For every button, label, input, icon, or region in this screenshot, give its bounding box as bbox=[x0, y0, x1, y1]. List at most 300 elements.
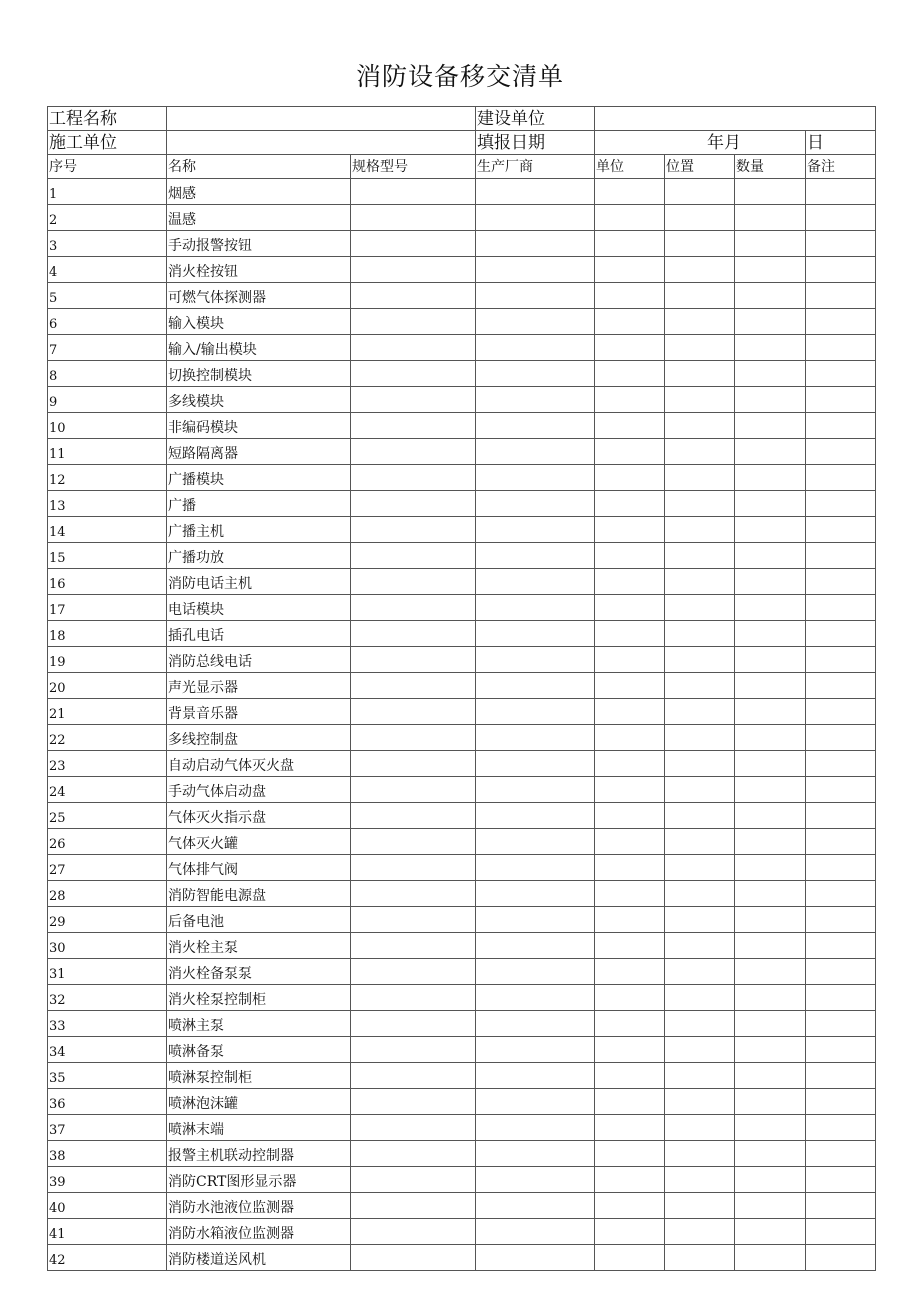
name-cell: 多线模块 bbox=[167, 387, 351, 413]
remarks-cell[interactable] bbox=[806, 361, 876, 387]
manufacturer-cell[interactable] bbox=[476, 517, 595, 543]
remarks-cell[interactable] bbox=[806, 777, 876, 803]
quantity-cell[interactable] bbox=[735, 829, 806, 855]
quantity-cell[interactable] bbox=[735, 855, 806, 881]
location-cell[interactable] bbox=[665, 387, 735, 413]
quantity-cell[interactable] bbox=[735, 439, 806, 465]
quantity-cell[interactable] bbox=[735, 517, 806, 543]
manufacturer-cell[interactable] bbox=[476, 595, 595, 621]
table-row bbox=[48, 1011, 876, 1037]
manufacturer-cell[interactable] bbox=[476, 569, 595, 595]
quantity-cell[interactable] bbox=[735, 699, 806, 725]
location-cell[interactable] bbox=[665, 465, 735, 491]
remarks-cell[interactable] bbox=[806, 621, 876, 647]
manufacturer-cell[interactable] bbox=[476, 257, 595, 283]
table-row bbox=[48, 725, 876, 751]
remarks-cell[interactable] bbox=[806, 1063, 876, 1089]
quantity-cell[interactable] bbox=[735, 881, 806, 907]
unit-cell[interactable] bbox=[595, 647, 665, 673]
manufacturer-cell[interactable] bbox=[476, 699, 595, 725]
manufacturer-cell[interactable] bbox=[476, 751, 595, 777]
spec-cell[interactable] bbox=[351, 985, 476, 1011]
manufacturer-cell[interactable] bbox=[476, 959, 595, 985]
remarks-cell[interactable] bbox=[806, 673, 876, 699]
spec-cell[interactable] bbox=[351, 855, 476, 881]
location-cell[interactable] bbox=[665, 647, 735, 673]
location-cell[interactable] bbox=[665, 491, 735, 517]
spec-cell[interactable] bbox=[351, 1141, 476, 1167]
quantity-cell[interactable] bbox=[735, 1089, 806, 1115]
manufacturer-cell[interactable] bbox=[476, 1167, 595, 1193]
remarks-cell[interactable] bbox=[806, 803, 876, 829]
manufacturer-cell[interactable] bbox=[476, 283, 595, 309]
unit-cell[interactable] bbox=[595, 205, 665, 231]
unit-cell[interactable] bbox=[595, 621, 665, 647]
unit-cell[interactable] bbox=[595, 1037, 665, 1063]
unit-cell[interactable] bbox=[595, 595, 665, 621]
location-cell[interactable] bbox=[665, 335, 735, 361]
no-cell: 13 bbox=[48, 491, 167, 517]
quantity-cell[interactable] bbox=[735, 647, 806, 673]
quantity-cell[interactable] bbox=[735, 1011, 806, 1037]
name-cell: 多线控制盘 bbox=[167, 725, 351, 751]
manufacturer-cell[interactable] bbox=[476, 1193, 595, 1219]
quantity-cell[interactable] bbox=[735, 725, 806, 751]
table-row bbox=[48, 621, 876, 647]
remarks-cell[interactable] bbox=[806, 1089, 876, 1115]
table-row bbox=[48, 1063, 876, 1089]
quantity-cell[interactable] bbox=[735, 179, 806, 205]
name-cell: 背景音乐器 bbox=[167, 699, 351, 725]
unit-cell[interactable] bbox=[595, 179, 665, 205]
unit-cell[interactable] bbox=[595, 933, 665, 959]
remarks-cell[interactable] bbox=[806, 829, 876, 855]
quantity-cell[interactable] bbox=[735, 777, 806, 803]
manufacturer-cell[interactable] bbox=[476, 1063, 595, 1089]
unit-cell[interactable] bbox=[595, 1193, 665, 1219]
spec-cell[interactable] bbox=[351, 283, 476, 309]
manufacturer-cell[interactable] bbox=[476, 361, 595, 387]
no-cell: 15 bbox=[48, 543, 167, 569]
remarks-cell[interactable] bbox=[806, 387, 876, 413]
unit-cell[interactable] bbox=[595, 413, 665, 439]
quantity-cell[interactable] bbox=[735, 309, 806, 335]
location-cell[interactable] bbox=[665, 413, 735, 439]
location-cell[interactable] bbox=[665, 361, 735, 387]
remarks-cell[interactable] bbox=[806, 335, 876, 361]
spec-cell[interactable] bbox=[351, 335, 476, 361]
location-cell[interactable] bbox=[665, 1245, 735, 1271]
manufacturer-cell[interactable] bbox=[476, 621, 595, 647]
location-cell[interactable] bbox=[665, 621, 735, 647]
spec-cell[interactable] bbox=[351, 595, 476, 621]
remarks-cell[interactable] bbox=[806, 1219, 876, 1245]
spec-cell[interactable] bbox=[351, 1219, 476, 1245]
project-row bbox=[48, 107, 876, 131]
name-cell: 电话模块 bbox=[167, 595, 351, 621]
manufacturer-cell[interactable] bbox=[476, 309, 595, 335]
table-row bbox=[48, 465, 876, 491]
location-cell[interactable] bbox=[665, 829, 735, 855]
location-cell[interactable] bbox=[665, 309, 735, 335]
col-header-remarks: 备注 bbox=[806, 155, 876, 179]
quantity-cell[interactable] bbox=[735, 205, 806, 231]
location-cell[interactable] bbox=[665, 1063, 735, 1089]
manufacturer-cell[interactable] bbox=[476, 777, 595, 803]
unit-cell[interactable] bbox=[595, 283, 665, 309]
unit-cell[interactable] bbox=[595, 881, 665, 907]
remarks-cell[interactable] bbox=[806, 543, 876, 569]
spec-cell[interactable] bbox=[351, 205, 476, 231]
spec-cell[interactable] bbox=[351, 933, 476, 959]
table-row bbox=[48, 413, 876, 439]
unit-cell[interactable] bbox=[595, 699, 665, 725]
manufacturer-cell[interactable] bbox=[476, 1115, 595, 1141]
name-cell: 广播模块 bbox=[167, 465, 351, 491]
quantity-cell[interactable] bbox=[735, 933, 806, 959]
spec-cell[interactable] bbox=[351, 1037, 476, 1063]
location-cell[interactable] bbox=[665, 751, 735, 777]
unit-cell[interactable] bbox=[595, 777, 665, 803]
spec-cell[interactable] bbox=[351, 1063, 476, 1089]
remarks-cell[interactable] bbox=[806, 907, 876, 933]
location-cell[interactable] bbox=[665, 777, 735, 803]
table-row bbox=[48, 491, 876, 517]
spec-cell[interactable] bbox=[351, 491, 476, 517]
remarks-cell[interactable] bbox=[806, 1115, 876, 1141]
spec-cell[interactable] bbox=[351, 777, 476, 803]
unit-cell[interactable] bbox=[595, 257, 665, 283]
spec-cell[interactable] bbox=[351, 361, 476, 387]
manufacturer-cell[interactable] bbox=[476, 413, 595, 439]
remarks-cell[interactable] bbox=[806, 933, 876, 959]
remarks-cell[interactable] bbox=[806, 1167, 876, 1193]
unit-cell[interactable] bbox=[595, 309, 665, 335]
manufacturer-cell[interactable] bbox=[476, 439, 595, 465]
name-cell: 广播功放 bbox=[167, 543, 351, 569]
remarks-cell[interactable] bbox=[806, 751, 876, 777]
unit-cell[interactable] bbox=[595, 1219, 665, 1245]
name-cell: 温感 bbox=[167, 205, 351, 231]
quantity-cell[interactable] bbox=[735, 465, 806, 491]
unit-cell[interactable] bbox=[595, 491, 665, 517]
spec-cell[interactable] bbox=[351, 621, 476, 647]
location-cell[interactable] bbox=[665, 1193, 735, 1219]
quantity-cell[interactable] bbox=[735, 1167, 806, 1193]
name-cell: 气体排气阀 bbox=[167, 855, 351, 881]
table-row bbox=[48, 439, 876, 465]
location-cell[interactable] bbox=[665, 543, 735, 569]
location-cell[interactable] bbox=[665, 881, 735, 907]
quantity-cell[interactable] bbox=[735, 621, 806, 647]
quantity-cell[interactable] bbox=[735, 257, 806, 283]
no-cell: 38 bbox=[48, 1141, 167, 1167]
location-cell[interactable] bbox=[665, 595, 735, 621]
unit-cell[interactable] bbox=[595, 803, 665, 829]
manufacturer-cell[interactable] bbox=[476, 1089, 595, 1115]
manufacturer-cell[interactable] bbox=[476, 543, 595, 569]
spec-cell[interactable] bbox=[351, 465, 476, 491]
location-cell[interactable] bbox=[665, 725, 735, 751]
spec-cell[interactable] bbox=[351, 959, 476, 985]
spec-cell[interactable] bbox=[351, 1115, 476, 1141]
manufacturer-cell[interactable] bbox=[476, 855, 595, 881]
remarks-cell[interactable] bbox=[806, 725, 876, 751]
location-cell[interactable] bbox=[665, 985, 735, 1011]
manufacturer-cell[interactable] bbox=[476, 647, 595, 673]
location-cell[interactable] bbox=[665, 257, 735, 283]
quantity-cell[interactable] bbox=[735, 413, 806, 439]
quantity-cell[interactable] bbox=[735, 1063, 806, 1089]
location-cell[interactable] bbox=[665, 1089, 735, 1115]
location-cell[interactable] bbox=[665, 1037, 735, 1063]
remarks-cell[interactable] bbox=[806, 985, 876, 1011]
no-cell: 25 bbox=[48, 803, 167, 829]
table-row bbox=[48, 1141, 876, 1167]
quantity-cell[interactable] bbox=[735, 231, 806, 257]
quantity-cell[interactable] bbox=[735, 803, 806, 829]
location-cell[interactable] bbox=[665, 1219, 735, 1245]
remarks-cell[interactable] bbox=[806, 1037, 876, 1063]
spec-cell[interactable] bbox=[351, 1011, 476, 1037]
remarks-cell[interactable] bbox=[806, 855, 876, 881]
quantity-cell[interactable] bbox=[735, 1219, 806, 1245]
remarks-cell[interactable] bbox=[806, 309, 876, 335]
quantity-cell[interactable] bbox=[735, 959, 806, 985]
spec-cell[interactable] bbox=[351, 725, 476, 751]
remarks-cell[interactable] bbox=[806, 283, 876, 309]
manufacturer-cell[interactable] bbox=[476, 1245, 595, 1271]
no-cell: 18 bbox=[48, 621, 167, 647]
remarks-cell[interactable] bbox=[806, 881, 876, 907]
location-cell[interactable] bbox=[665, 517, 735, 543]
location-cell[interactable] bbox=[665, 1141, 735, 1167]
no-cell: 26 bbox=[48, 829, 167, 855]
spec-cell[interactable] bbox=[351, 803, 476, 829]
remarks-cell[interactable] bbox=[806, 647, 876, 673]
spec-cell[interactable] bbox=[351, 1193, 476, 1219]
name-cell: 切换控制模块 bbox=[167, 361, 351, 387]
project-name-field[interactable] bbox=[167, 107, 476, 131]
spec-cell[interactable] bbox=[351, 439, 476, 465]
spec-cell[interactable] bbox=[351, 673, 476, 699]
quantity-cell[interactable] bbox=[735, 387, 806, 413]
table-row bbox=[48, 985, 876, 1011]
table-row bbox=[48, 205, 876, 231]
name-cell: 消防CRT图形显示器 bbox=[167, 1167, 351, 1193]
remarks-cell[interactable] bbox=[806, 491, 876, 517]
unit-cell[interactable] bbox=[595, 725, 665, 751]
unit-cell[interactable] bbox=[595, 569, 665, 595]
remarks-cell[interactable] bbox=[806, 413, 876, 439]
location-cell[interactable] bbox=[665, 439, 735, 465]
contractor-field[interactable] bbox=[167, 131, 476, 155]
build-unit-field[interactable] bbox=[595, 107, 876, 131]
unit-cell[interactable] bbox=[595, 231, 665, 257]
name-cell: 消火栓主泵 bbox=[167, 933, 351, 959]
location-cell[interactable] bbox=[665, 205, 735, 231]
remarks-cell[interactable] bbox=[806, 569, 876, 595]
unit-cell[interactable] bbox=[595, 1141, 665, 1167]
location-cell[interactable] bbox=[665, 231, 735, 257]
day-field[interactable] bbox=[806, 131, 876, 155]
spec-cell[interactable] bbox=[351, 751, 476, 777]
manufacturer-cell[interactable] bbox=[476, 231, 595, 257]
remarks-cell[interactable] bbox=[806, 699, 876, 725]
unit-cell[interactable] bbox=[595, 439, 665, 465]
quantity-cell[interactable] bbox=[735, 673, 806, 699]
location-cell[interactable] bbox=[665, 803, 735, 829]
manufacturer-cell[interactable] bbox=[476, 985, 595, 1011]
unit-cell[interactable] bbox=[595, 1011, 665, 1037]
location-cell[interactable] bbox=[665, 1167, 735, 1193]
table-row bbox=[48, 595, 876, 621]
table-row bbox=[48, 517, 876, 543]
manufacturer-cell[interactable] bbox=[476, 829, 595, 855]
spec-cell[interactable] bbox=[351, 179, 476, 205]
unit-cell[interactable] bbox=[595, 751, 665, 777]
quantity-cell[interactable] bbox=[735, 1193, 806, 1219]
manufacturer-cell[interactable] bbox=[476, 179, 595, 205]
manufacturer-cell[interactable] bbox=[476, 1037, 595, 1063]
quantity-cell[interactable] bbox=[735, 543, 806, 569]
remarks-cell[interactable] bbox=[806, 439, 876, 465]
spec-cell[interactable] bbox=[351, 257, 476, 283]
year-month-field[interactable] bbox=[595, 131, 806, 155]
manufacturer-cell[interactable] bbox=[476, 1141, 595, 1167]
quantity-cell[interactable] bbox=[735, 751, 806, 777]
quantity-cell[interactable] bbox=[735, 283, 806, 309]
spec-cell[interactable] bbox=[351, 517, 476, 543]
manufacturer-cell[interactable] bbox=[476, 1219, 595, 1245]
name-cell: 消防楼道送风机 bbox=[167, 1245, 351, 1271]
remarks-cell[interactable] bbox=[806, 465, 876, 491]
manufacturer-cell[interactable] bbox=[476, 1011, 595, 1037]
unit-cell[interactable] bbox=[595, 985, 665, 1011]
manufacturer-cell[interactable] bbox=[476, 465, 595, 491]
manufacturer-cell[interactable] bbox=[476, 491, 595, 517]
remarks-cell[interactable] bbox=[806, 257, 876, 283]
location-cell[interactable] bbox=[665, 855, 735, 881]
quantity-cell[interactable] bbox=[735, 595, 806, 621]
manufacturer-cell[interactable] bbox=[476, 725, 595, 751]
unit-cell[interactable] bbox=[595, 465, 665, 491]
remarks-cell[interactable] bbox=[806, 179, 876, 205]
spec-cell[interactable] bbox=[351, 1245, 476, 1271]
unit-cell[interactable] bbox=[595, 829, 665, 855]
location-cell[interactable] bbox=[665, 959, 735, 985]
quantity-cell[interactable] bbox=[735, 491, 806, 517]
spec-cell[interactable] bbox=[351, 569, 476, 595]
remarks-cell[interactable] bbox=[806, 517, 876, 543]
unit-cell[interactable] bbox=[595, 387, 665, 413]
table-row bbox=[48, 829, 876, 855]
no-cell: 10 bbox=[48, 413, 167, 439]
location-cell[interactable] bbox=[665, 907, 735, 933]
remarks-cell[interactable] bbox=[806, 205, 876, 231]
quantity-cell[interactable] bbox=[735, 1245, 806, 1271]
quantity-cell[interactable] bbox=[735, 985, 806, 1011]
unit-cell[interactable] bbox=[595, 1167, 665, 1193]
spec-cell[interactable] bbox=[351, 1089, 476, 1115]
name-cell: 气体灭火罐 bbox=[167, 829, 351, 855]
spec-cell[interactable] bbox=[351, 829, 476, 855]
location-cell[interactable] bbox=[665, 699, 735, 725]
quantity-cell[interactable] bbox=[735, 907, 806, 933]
spec-cell[interactable] bbox=[351, 231, 476, 257]
remarks-cell[interactable] bbox=[806, 231, 876, 257]
col-header-spec: 规格型号 bbox=[351, 155, 476, 179]
table-row bbox=[48, 855, 876, 881]
remarks-cell[interactable] bbox=[806, 595, 876, 621]
unit-cell[interactable] bbox=[595, 1115, 665, 1141]
unit-cell[interactable] bbox=[595, 335, 665, 361]
spec-cell[interactable] bbox=[351, 413, 476, 439]
remarks-cell[interactable] bbox=[806, 1011, 876, 1037]
page-title: 消防设备移交清单 bbox=[355, 62, 564, 91]
contractor-row bbox=[48, 131, 876, 155]
col-header-name: 名称 bbox=[167, 155, 351, 179]
unit-cell[interactable] bbox=[595, 959, 665, 985]
remarks-cell[interactable] bbox=[806, 1193, 876, 1219]
manufacturer-cell[interactable] bbox=[476, 387, 595, 413]
spec-cell[interactable] bbox=[351, 543, 476, 569]
unit-cell[interactable] bbox=[595, 907, 665, 933]
spec-cell[interactable] bbox=[351, 699, 476, 725]
quantity-cell[interactable] bbox=[735, 1141, 806, 1167]
quantity-cell[interactable] bbox=[735, 361, 806, 387]
manufacturer-cell[interactable] bbox=[476, 881, 595, 907]
unit-cell[interactable] bbox=[595, 543, 665, 569]
location-cell[interactable] bbox=[665, 569, 735, 595]
unit-cell[interactable] bbox=[595, 1063, 665, 1089]
unit-cell[interactable] bbox=[595, 1089, 665, 1115]
location-cell[interactable] bbox=[665, 179, 735, 205]
unit-cell[interactable] bbox=[595, 855, 665, 881]
quantity-cell[interactable] bbox=[735, 335, 806, 361]
manufacturer-cell[interactable] bbox=[476, 335, 595, 361]
quantity-cell[interactable] bbox=[735, 1115, 806, 1141]
unit-cell[interactable] bbox=[595, 1245, 665, 1271]
spec-cell[interactable] bbox=[351, 1167, 476, 1193]
unit-cell[interactable] bbox=[595, 361, 665, 387]
quantity-cell[interactable] bbox=[735, 1037, 806, 1063]
location-cell[interactable] bbox=[665, 1115, 735, 1141]
manufacturer-cell[interactable] bbox=[476, 933, 595, 959]
remarks-cell[interactable] bbox=[806, 1141, 876, 1167]
manufacturer-cell[interactable] bbox=[476, 803, 595, 829]
quantity-cell[interactable] bbox=[735, 569, 806, 595]
spec-cell[interactable] bbox=[351, 881, 476, 907]
spec-cell[interactable] bbox=[351, 309, 476, 335]
location-cell[interactable] bbox=[665, 673, 735, 699]
spec-cell[interactable] bbox=[351, 647, 476, 673]
spec-cell[interactable] bbox=[351, 387, 476, 413]
remarks-cell[interactable] bbox=[806, 959, 876, 985]
spec-cell[interactable] bbox=[351, 907, 476, 933]
unit-cell[interactable] bbox=[595, 673, 665, 699]
location-cell[interactable] bbox=[665, 283, 735, 309]
remarks-cell[interactable] bbox=[806, 1245, 876, 1271]
manufacturer-cell[interactable] bbox=[476, 205, 595, 231]
location-cell[interactable] bbox=[665, 933, 735, 959]
unit-cell[interactable] bbox=[595, 517, 665, 543]
manufacturer-cell[interactable] bbox=[476, 673, 595, 699]
no-cell: 17 bbox=[48, 595, 167, 621]
location-cell[interactable] bbox=[665, 1011, 735, 1037]
manufacturer-cell[interactable] bbox=[476, 907, 595, 933]
no-cell: 37 bbox=[48, 1115, 167, 1141]
